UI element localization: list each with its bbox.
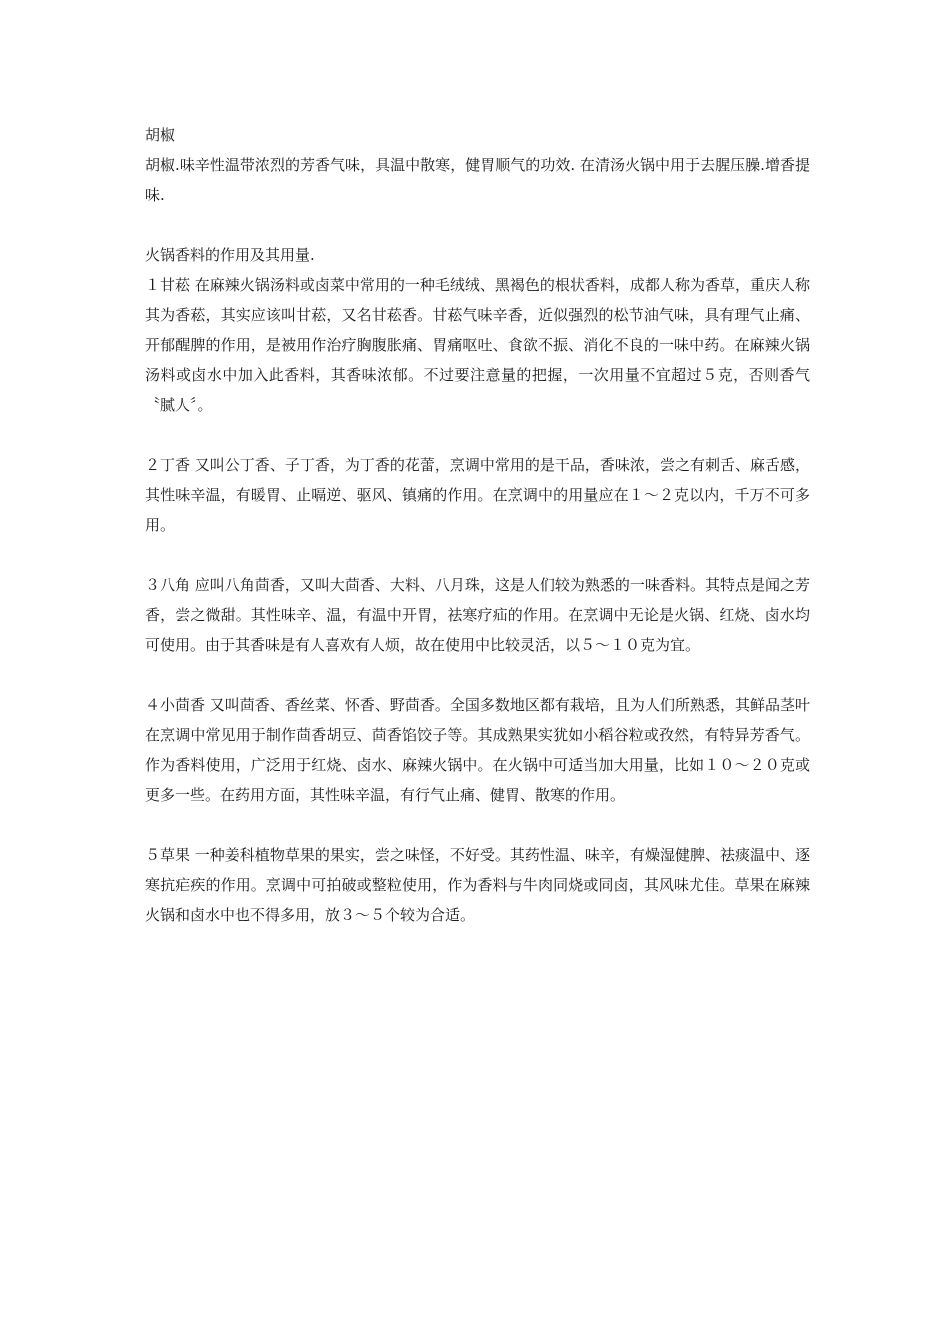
item-paragraph-2: ２丁香 又叫公丁香、子丁香，为丁香的花蕾，烹调中常用的是干品，香味浓，尝之有刺舌、麻舌感，其性味辛温，有暖胃、止嗝逆、驱风、镇痛的作用。在烹调中的用量应在１～２克以内，千万不可多用。 bbox=[145, 456, 810, 534]
item-paragraph-3: ３八角 应叫八角茴香，又叫大茴香、大料、八月珠，这是人们较为熟悉的一味香料。其特点是闻之芳香，尝之微甜。其性味辛、温，有温中开胃，祛寒疗疝的作用。在烹调中无论是火锅、红烧、卤水均可使用。由于其香味是有人喜欢有人烦，故在使用中比较灵活，以５～１０克为宜。 bbox=[145, 576, 810, 654]
spacer bbox=[145, 210, 810, 240]
spacer bbox=[145, 540, 810, 570]
spacer bbox=[145, 420, 810, 450]
item-paragraph-4: ４小茴香 又叫茴香、香丝菜、怀香、野茴香。全国多数地区都有栽培，且为人们所熟悉，其鲜品茎叶在烹调中常见用于制作茴香胡豆、茴香馅饺子等。其成熟果实犹如小稻谷粒或孜然，有特异芳香气。作为香料使用，广泛用于红烧、卤水、麻辣火锅中。在火锅中可适当加大用量，比如１０～２０克或更多一些。在药用方面，其性味辛温，有行气止痛、健胃、散寒的作用。 bbox=[145, 696, 810, 804]
item-paragraph-5: ５草果 一种姜科植物草果的果实，尝之味怪，不好受。其药性温、味辛，有燥湿健脾、祛痰温中、逐寒抗疟疾的作用。烹调中可拍破或整粒使用，作为香料与牛肉同烧或同卤，其风味尤佳。草果在麻辣火锅和卤水中也不得多用，放３～５个较为合适。 bbox=[145, 846, 810, 924]
item-paragraph-1: １甘菘 在麻辣火锅汤料或卤菜中常用的一种毛绒绒、黑褐色的根状香料，成都人称为香草，重庆人称其为香菘，其实应该叫甘菘，又名甘菘香。甘菘气味辛香，近似强烈的松节油气味，具有理气止痛、开郁醒脾的作用，是被用作治疗胸腹胀痛、胃痛呕吐、食欲不振、消化不良的一味中药。在麻辣火锅汤料或卤水中加入此香料，其香味浓郁。不过要注意量的把握，一次用量不宜超过５克，否则香气〝腻人〞。 bbox=[145, 276, 810, 414]
section-title: 火锅香料的作用及其用量. bbox=[145, 246, 315, 264]
document-body bbox=[145, 120, 810, 930]
spacer bbox=[145, 660, 810, 690]
pepper-paragraph: 胡椒.味辛性温带浓烈的芳香气味，具温中散寒，健胃顺气的功效. 在清汤火锅中用于去腥压臊.增香提味. bbox=[145, 156, 810, 204]
spacer bbox=[145, 810, 810, 840]
heading-pepper: 胡椒 bbox=[145, 126, 176, 144]
